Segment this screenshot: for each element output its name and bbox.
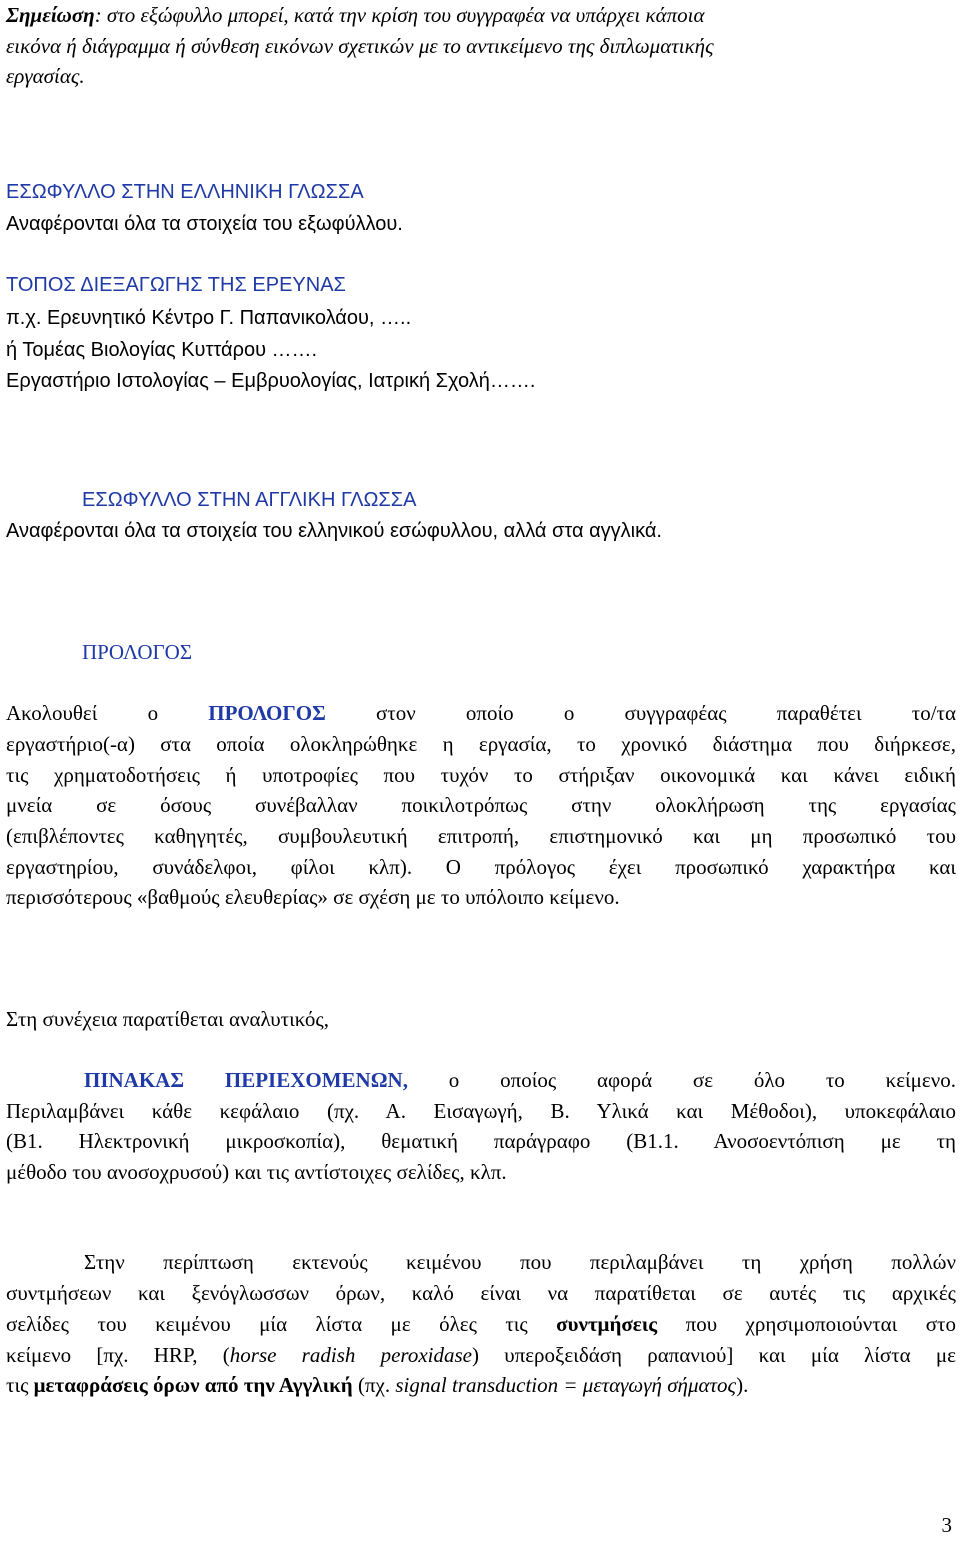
- abbreviations-line4: [6, 1340, 956, 1370]
- research-location-heading: ΤΟΠΟΣ ΔΙΕΞΑΓΩΓΗΣ ΤΗΣ ΕΡΕΥΝΑΣ: [6, 274, 346, 296]
- contents-line2: Περιλαμβάνει κάθε κεφάλαιο (πχ. Α. Εισαγωγή, Β. Υλικά και Μέθοδοι), υποκεφάλαιο: [6, 1099, 956, 1123]
- abbreviations-line4-start: κείμενο [πχ. HRP, (: [6, 1343, 230, 1367]
- abbreviations-keyword: συντμήσεις: [556, 1312, 658, 1336]
- abbreviations-term: horse radish peroxidase: [229, 1343, 472, 1367]
- research-location-line3: Εργαστήριο Ιστολογίας – Εμβρυολογίας, Ιατρική Σχολή…….: [6, 370, 536, 392]
- prologue-line1-end: στον οποίο ο συγγραφέας παραθέτει το/τα: [325, 701, 956, 725]
- prologue-line1-start: Ακολουθεί ο: [6, 701, 209, 725]
- page-number: 3: [941, 1513, 952, 1537]
- abbreviations-line4-end: ) υπεροξειδάση ραπανιού] και μία λίστα με: [471, 1343, 956, 1367]
- greek-cover-text: Αναφέρονται όλα τα στοιχεία του εξωφύλλου.: [6, 213, 403, 235]
- contents-line3: (Β1. Ηλεκτρονική μικροσκοπία), θεματική παράγραφο (Β1.1. Ανοσοεντόπιση με τη: [6, 1129, 956, 1153]
- prologue-line7: περισσότερους «βαθμούς ελευθερίας» σε σχέση με το υπόλοιπο κείμενο.: [6, 885, 620, 909]
- research-location-line1: π.χ. Ερευνητικό Κέντρο Γ. Παπανικολάου, …..: [6, 307, 412, 329]
- abbreviations-line5-start: τις: [6, 1373, 34, 1397]
- translations-keyword: μεταφράσεις όρων από την Αγγλική: [33, 1373, 353, 1397]
- abbreviations-line5: [6, 1370, 956, 1400]
- note-paragraph: [6, 0, 956, 92]
- english-cover-heading: ΕΣΩΦΥΛΛΟ ΣΤΗΝ ΑΓΓΛΙΚΗ ΓΛΩΣΣΑ: [82, 489, 417, 511]
- greek-cover-heading: ΕΣΩΦΥΛΛΟ ΣΤΗΝ ΕΛΛΗΝΙΚΗ ΓΛΩΣΣΑ: [6, 181, 364, 203]
- contents-intro: Στη συνέχεια παρατίθεται αναλυτικός,: [6, 1007, 329, 1031]
- prologue-heading: ΠΡΟΛΟΓΟΣ: [82, 640, 193, 664]
- prologue-line5: (επιβλέποντες καθηγητές, συμβουλευτική επιτροπή, επιστημονικό και μη προσωπικό του: [6, 824, 956, 848]
- abbreviations-line2: συντμήσεων και ξενόγλωσσων όρων, καλό είναι να παρατίθεται σε αυτές τις αρχικές: [6, 1281, 956, 1305]
- abbreviations-line5-mid: (πχ.: [352, 1373, 396, 1397]
- abbreviations-line5-end: ).: [736, 1373, 749, 1397]
- prologue-line1: [6, 698, 956, 728]
- prologue-line6: εργαστηρίου, συνάδελφοι, φίλοι κλπ). Ο πρόλογος έχει προσωπικό χαρακτήρα και: [6, 855, 956, 879]
- note-text-line1: : στο εξώφυλλο μπορεί, κατά την κρίση του συγγραφέα να υπάρχει κάποια: [94, 3, 705, 27]
- abbreviations-line3-end: που χρησιμοποιούνται στο: [657, 1312, 956, 1336]
- contents-line1: [84, 1065, 956, 1095]
- note-label: Σημείωση: [6, 3, 95, 27]
- contents-heading: ΠΙΝΑΚΑΣ ΠΕΡΙΕΧΟΜΕΝΩΝ,: [84, 1068, 408, 1092]
- prologue-keyword: ΠΡΟΛΟΓΟΣ: [208, 701, 326, 725]
- research-location-line2: ή Τομέας Βιολογίας Κυττάρου …….: [6, 339, 318, 361]
- contents-line1-rest: ο οποίος αφορά σε όλο το κείμενο.: [407, 1068, 956, 1092]
- prologue-line3: τις χρηματοδοτήσεις ή υποτροφίες που τυχόν το στήριξαν οικονομικά και κάνει ειδική: [6, 763, 956, 787]
- abbreviations-line3: [6, 1309, 956, 1339]
- abbreviations-line1: Στην περίπτωση εκτενούς κειμένου που περιλαμβάνει τη χρήση πολλών: [84, 1250, 956, 1274]
- prologue-line4: μνεία σε όσους συνέβαλλαν ποικιλοτρόπως στην ολοκλήρωση της εργασίας: [6, 793, 956, 817]
- translation-example: signal transduction = μεταγωγή σήματος: [395, 1373, 737, 1397]
- contents-line4: μέθοδο του ανοσοχρυσού) και τις αντίστοιχες σελίδες, κλπ.: [6, 1160, 507, 1184]
- abbreviations-line3-start: σελίδες του κειμένου μία λίστα με όλες τις: [6, 1312, 557, 1336]
- english-cover-text: Αναφέρονται όλα τα στοιχεία του ελληνικού εσώφυλλου, αλλά στα αγγλικά.: [6, 520, 662, 542]
- note-text-line2: εικόνα ή διάγραμμα ή σύνθεση εικόνων σχετικών με το αντικείμενο της διπλωματικής: [6, 33, 714, 58]
- prologue-line2: εργαστήριο(-α) στα οποία ολοκληρώθηκε η εργασία, το χρονικό διάστημα που διήρκεσε,: [6, 732, 956, 756]
- note-text-line3: εργασίας.: [6, 64, 85, 88]
